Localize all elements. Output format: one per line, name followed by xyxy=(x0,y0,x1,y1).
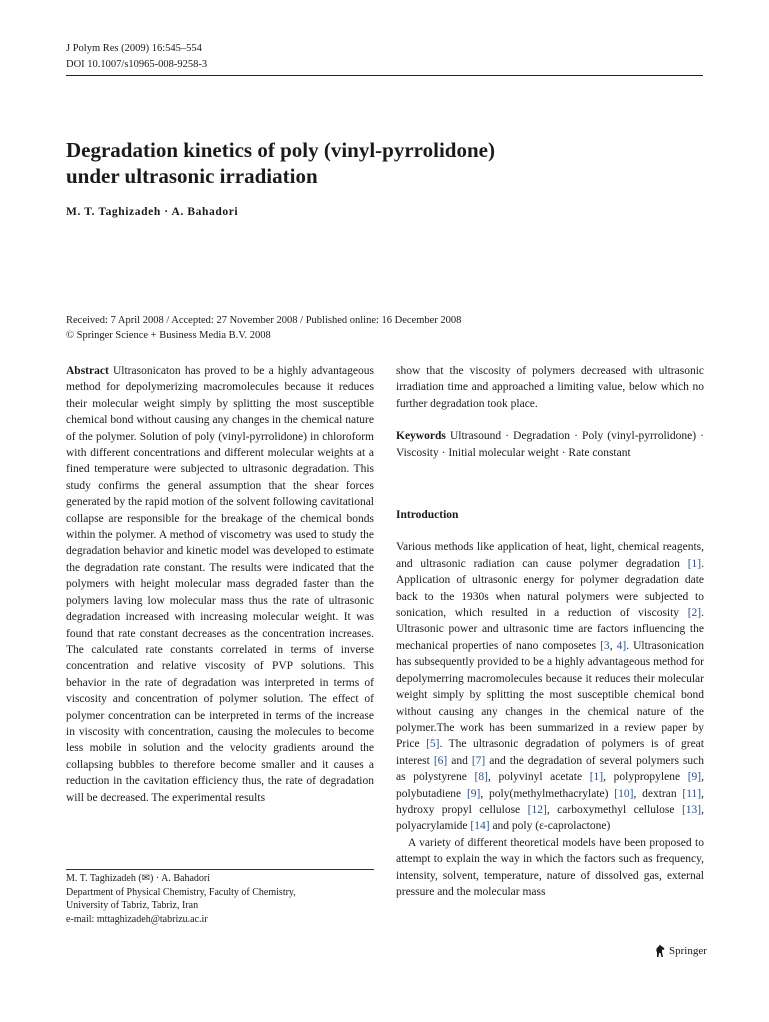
section-heading-introduction: Introduction xyxy=(396,509,459,522)
left-column xyxy=(66,363,374,806)
keywords-label: Keywords xyxy=(396,430,446,443)
footnote-rule xyxy=(66,869,374,870)
citation-link[interactable]: [3 xyxy=(600,639,610,652)
journal-citation: J Polym Res (2009) 16:545–554 xyxy=(66,43,202,54)
intro-text: , carboxymethyl cellulose xyxy=(546,803,682,816)
header-rule xyxy=(66,75,703,76)
intro-text: , polypropylene xyxy=(603,771,688,784)
keywords-text: Ultrasound · Degradation · Poly (vinyl-pyrrolidone) · Viscosity · Initial molecular weight · Rate constant xyxy=(396,430,704,459)
keywords-paragraph xyxy=(396,428,704,461)
citation-link[interactable]: [9] xyxy=(687,771,702,784)
right-column xyxy=(396,363,704,900)
author-list: M. T. Taghizadeh · A. Bahadori xyxy=(66,206,239,218)
correspondence-names: M. T. Taghizadeh (✉) · A. Bahadori xyxy=(66,873,211,884)
title-line-1: Degradation kinetics of poly (vinyl-pyrrolidone) xyxy=(66,138,495,162)
abstract-paragraph xyxy=(66,363,374,806)
affiliation-department: Department of Physical Chemistry, Faculty of Chemistry, xyxy=(66,886,296,898)
intro-text: , xyxy=(609,639,617,652)
correspondence-block xyxy=(66,872,296,926)
publisher-logo xyxy=(654,944,707,958)
citation-link[interactable]: [12] xyxy=(527,803,547,816)
citation-link[interactable]: [1] xyxy=(589,771,604,784)
intro-text: . Ultrasonication has subsequently provided to be a highly advantageous method for depolymerring macromolecules because it reduces their molecular weight simply by splitting the most susceptible chemical bond without causing any changes in the chemical nature of the polymer.The work has been summarized in a review paper by Price xyxy=(396,639,704,751)
citation-link[interactable]: [6] xyxy=(433,754,448,767)
intro-text: , polybutadiene xyxy=(396,771,705,800)
intro-text: Various methods like application of heat, light, chemical reagents, and ultrasonic radiation can cause polymer degradation xyxy=(396,541,704,570)
abstract-continuation: show that the viscosity of polymers decreased with ultrasonic irradiation time and approached a limiting value, below which no further degradation took place. xyxy=(396,365,704,410)
publisher-name: Springer xyxy=(669,945,707,957)
citation-link[interactable]: [14] xyxy=(470,820,490,833)
citation-link[interactable]: [5] xyxy=(426,738,440,751)
intro-text: and the degradation of several polymers such as polystyrene xyxy=(396,754,704,784)
intro-text: . Application of ultrasonic energy for polymer degradation date back to the 1930s when natural polymers were subjected to sonication, which resulted in a reduction of viscosity xyxy=(396,557,704,620)
citation-link[interactable]: [1] xyxy=(687,557,702,570)
citation-link[interactable]: [9] xyxy=(466,787,481,800)
journal-header xyxy=(66,41,207,73)
doi[interactable]: DOI 10.1007/s10965-008-9258-3 xyxy=(66,59,208,70)
springer-horse-icon xyxy=(654,944,667,958)
intro-text: , hydroxy propyl cellulose xyxy=(396,787,704,816)
received-dates: Received: 7 April 2008 / Accepted: 27 November 2008 / Published online: 16 December 2008 xyxy=(66,315,462,326)
abstract-label: Abstract xyxy=(66,365,109,377)
copyright-line: © Springer Science + Business Media B.V. 2008 xyxy=(66,330,271,341)
intro-text: . Ultrasonic power and ultrasonic time are factors influencing the mechanical properties of nano composetes xyxy=(396,607,704,652)
affiliation-university: University of Tabriz, Tabriz, Iran xyxy=(66,900,199,911)
intro-text: , polyacrylamide xyxy=(396,803,704,833)
correspondence-email[interactable]: e-mail: mttaghizadeh@tabrizu.ac.ir xyxy=(66,913,208,925)
citation-link[interactable]: 4] xyxy=(616,639,627,652)
introduction-paragraph-1 xyxy=(396,539,704,834)
citation-link[interactable]: [2] xyxy=(687,607,702,620)
title-line-2: under ultrasonic irradiation xyxy=(66,164,318,188)
citation-link[interactable]: [11] xyxy=(682,787,702,800)
article-title xyxy=(66,137,703,189)
intro-text: and poly (ε-caprolactone) xyxy=(489,820,611,833)
intro-text: , dextran xyxy=(633,787,683,800)
intro-text: . The ultrasonic degradation of polymers is of great interest xyxy=(396,738,704,767)
introduction-paragraph-2: A variety of different theoretical models have been proposed to attempt to explain the way in which the factors such as frequency, intensity, solvent, temperature, nature of dissolved gas, external pressure and the molecular mass xyxy=(396,836,704,898)
publication-history xyxy=(66,313,461,343)
intro-text: , polyvinyl acetate xyxy=(487,771,590,784)
citation-link[interactable]: [7] xyxy=(471,754,486,767)
citation-link[interactable]: [8] xyxy=(474,771,488,784)
citation-link[interactable]: [10] xyxy=(614,787,634,800)
intro-text: and xyxy=(447,754,472,767)
citation-link[interactable]: [13] xyxy=(681,803,702,816)
abstract-text-left: Ultrasonicaton has proved to be a highly advantageous method for depolymerizing macromolecules because it reduces their molecular weight simply by splitting the most susceptible chemical bond without causing any changes in the chemical nature of the polymer. Solution of poly (vinyl-pyrrolidone) in chloroform with different concentrations and different molecular weights at a fined temperature were subjected to ultrasonic degradation. This study confirms the general assumption that the shear forces generated by the rapid motion of the solvent following cavitational collapse are responsible for the breakage of the chemical bonds within the polymer. A method of viscometry was used to study the degradation behavior and kinetic model was developed to estimate the degradation rate constant. The results were indicated that the polymers with height molecular mass degraded faster than the polymers laving low molecular mass thus the rate of ultrasonic degradation increased with increasing molecular weight. It was found that rate constant decreases as the concentration increases. The calculated rate constants correlated in terms of inverse concentration and relative viscosity of PVP solutions. This behavior in the rate of degradation was interpreted in terms of viscosity and concentration of polymer solution. The effect of polymer concentration can be interpreted in terms of the increase in viscosity with concentration, causing the molecules to become less mobile in solution and the velocity gradients around the collapsing bubbles to therefore become smaller and it causes a reduction in the cavitation efficiency thus, the rate of degradation will be decreased. The experimental results xyxy=(66,365,374,804)
intro-text: , poly(methylmethacrylate) xyxy=(480,787,615,800)
